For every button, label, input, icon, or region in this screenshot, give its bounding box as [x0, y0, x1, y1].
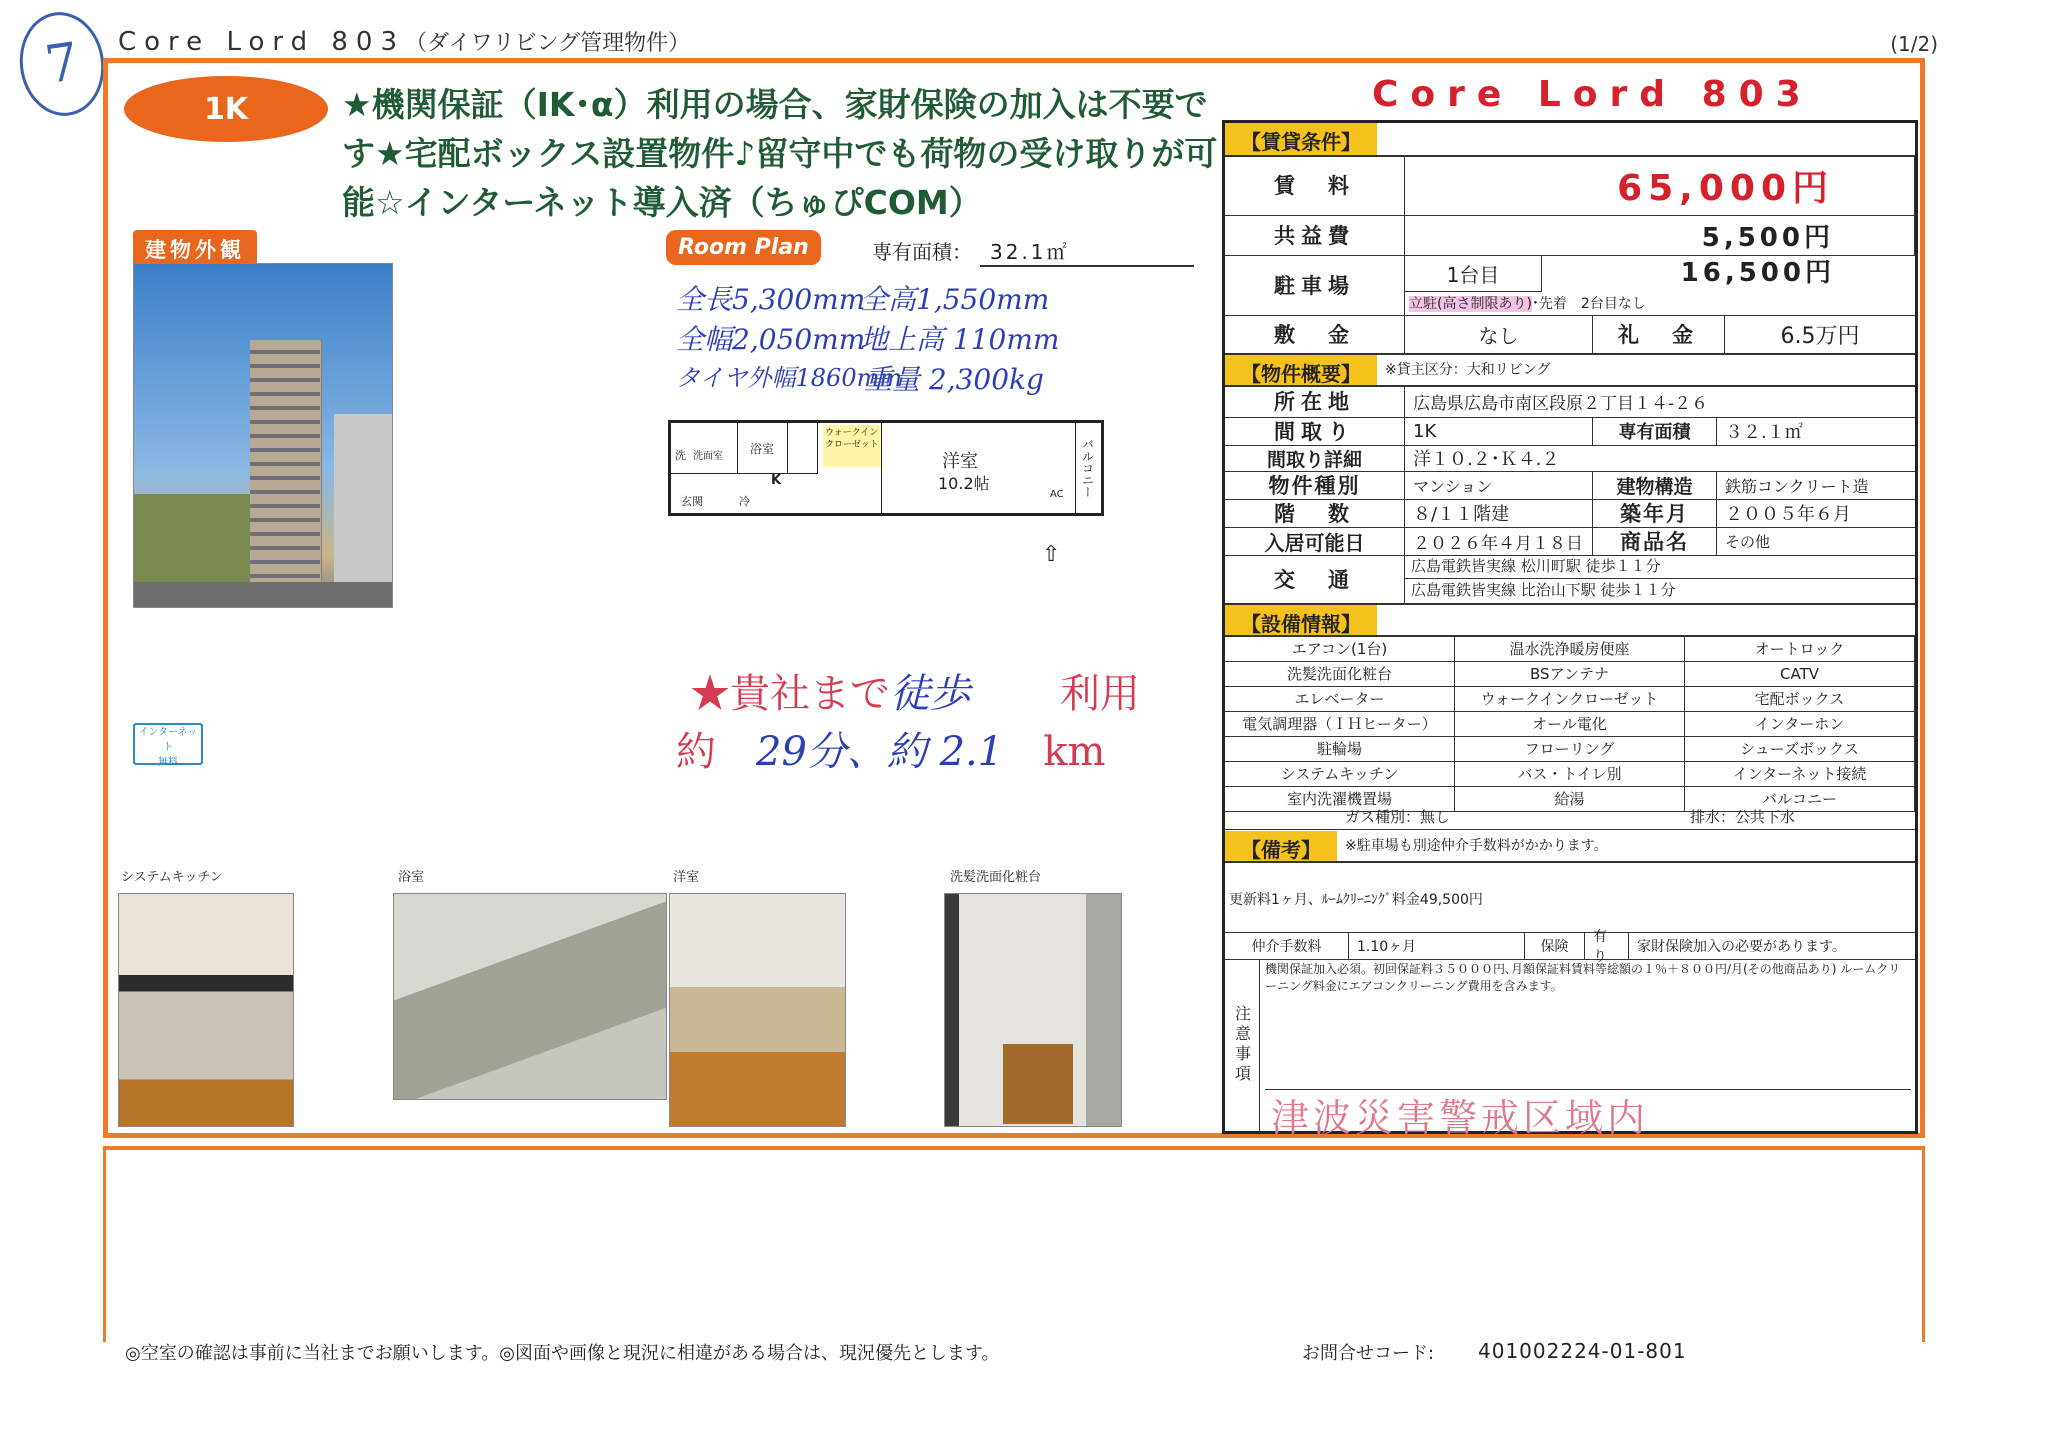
layout-row: [1225, 417, 1915, 446]
equipment-item: エレベーター: [1225, 687, 1455, 712]
address-row: [1225, 385, 1915, 418]
parking-note: [1409, 293, 1646, 313]
equipment-item: BSアンテナ: [1455, 662, 1685, 687]
rent-section-label: 【賃貸条件】: [1225, 123, 1377, 155]
deposit-value: なし: [1405, 315, 1593, 353]
traffic-label: 交 通: [1225, 555, 1405, 603]
header-title: [118, 26, 690, 57]
rent-value: 65,000円: [1405, 155, 1915, 215]
road: [134, 582, 392, 608]
address-value: 広島県広島市南区段原２丁目１４-２６: [1413, 393, 1709, 414]
catch-line: 能☆インターネット導入済（ちゅぴCOM）: [342, 183, 982, 222]
layout-label: 間取り: [1225, 417, 1405, 445]
traffic-line: 広島電鉄皆実線 松川町駅 徒歩１１分: [1405, 555, 1915, 579]
catch-copy: [342, 80, 1222, 227]
floorplan-room-label: 洋室: [942, 451, 978, 472]
overview-section-label: 【物件概要】: [1225, 355, 1377, 385]
layout-detail-label: 間取り詳細: [1225, 445, 1405, 471]
equipment-item: 温水洗浄暖房便座: [1455, 637, 1685, 662]
renewal-row: 更新料1ヶ月、ﾙｰﾑｸﾘｰﾆﾝｸﾞ料金49,500円: [1225, 863, 1915, 933]
equipment-item: エアコン(1台): [1225, 637, 1455, 662]
rent-section-row: [1225, 123, 1915, 157]
equipment-section-row: [1225, 605, 1915, 637]
traffic-line: 広島電鉄皆実線 比治山下駅 徒歩１１分: [1411, 581, 1676, 599]
floor-row: [1225, 499, 1915, 528]
spec-ground-clearance: 地上高 110mm: [860, 323, 1060, 356]
type-row: [1225, 471, 1915, 500]
building-windows: [250, 340, 320, 582]
photo-kitchen: [118, 893, 294, 1127]
equipment-grid: [1225, 637, 1915, 812]
overview-note: ※貸主区分：大和リビング: [1385, 362, 1551, 378]
walk-note-line2: [676, 720, 1105, 777]
equipment-item: インターホン: [1685, 712, 1915, 737]
equipment-item: システムキッチン: [1225, 762, 1455, 787]
vanity-cabinet: [1003, 1044, 1073, 1124]
floorplan-closet: ウォークインクローゼット: [823, 425, 881, 467]
spec-weight: 重量 2,300kg: [864, 363, 1044, 396]
walk-hand: 徒歩: [890, 671, 970, 717]
spec-tire-width: タイヤ外幅1860mm: [676, 364, 903, 392]
header-title-text: Core Lord 803: [118, 27, 406, 57]
photo-bath: [393, 893, 667, 1100]
common-fee-label: 共益費: [1225, 215, 1405, 255]
catch-line: す★宅配ボックス設置物件♪留守中でも荷物の受け取りが可: [342, 134, 1218, 173]
internet-badge-line: 無料: [158, 757, 178, 768]
photo-western-room: [669, 893, 846, 1127]
exterior-label: 建物外観: [133, 230, 257, 268]
floorplan-kitchen: K: [770, 473, 782, 488]
built-label: 築年月: [1593, 499, 1717, 527]
walk-suffix: 利用: [1060, 671, 1140, 717]
insurance-value: 有り: [1585, 933, 1629, 959]
equipment-item: フローリング: [1455, 737, 1685, 762]
floorplan-room-size: 10.2帖: [938, 474, 990, 493]
product-label: 商品名: [1593, 527, 1717, 555]
inquiry-code: 401002224-01-801: [1478, 1339, 1687, 1363]
catch-line: ★機関保証（IK･α）利用の場合、家財保険の加入は不要で: [342, 85, 1208, 124]
area-label-right: 専有面積: [1593, 417, 1717, 445]
north-arrow-icon: ⇧: [1042, 542, 1061, 567]
floorplan-washroom-label: 洗面室: [693, 451, 723, 462]
insurance-label: 保険: [1525, 933, 1585, 959]
structure-label: 建物構造: [1593, 471, 1717, 499]
inquiry-code-label: お問合せコード:: [1302, 1343, 1435, 1364]
header-subtitle: （ダイワリビング管理物件）: [405, 31, 691, 56]
deposit-label: 敷 金: [1225, 315, 1405, 353]
parking-row: [1225, 255, 1915, 316]
rent-label: 賃 料: [1225, 155, 1405, 215]
brokerage-value: 1.10ヶ月: [1349, 933, 1525, 959]
parking-count: 1台目: [1405, 255, 1542, 292]
tsunami-warning-stamp: 津波災害警戒区域内: [1271, 1096, 1650, 1140]
equipment-item: オートロック: [1685, 637, 1915, 662]
common-fee-row: [1225, 215, 1915, 256]
spec-height: 全高1,550mm: [860, 283, 1050, 316]
area-label: 専有面積：: [872, 240, 972, 264]
brokerage-row: [1225, 929, 1915, 965]
floor-value: ８/１１階建: [1405, 499, 1593, 527]
remarks-note: ※駐車場も別途仲介手数料がかかります。: [1345, 838, 1608, 854]
spec-length: 全長5,300mm: [676, 283, 866, 316]
footer-note: ◎空室の確認は事前に当社までお願いします。◎図面や画像と現況に相違がある場合は、現況優先とします。: [125, 1343, 1000, 1364]
caution-label: 注意事項: [1225, 959, 1260, 1131]
deposit-row: [1225, 315, 1915, 355]
parking-label: 駐車場: [1225, 255, 1405, 315]
floorplan-entry: 玄関: [681, 495, 703, 508]
property-title: Core Lord 803: [1372, 74, 1813, 115]
floorplan-toilet: [787, 423, 818, 474]
overview-section-row: [1225, 355, 1915, 387]
floorplan-ac: AC: [1050, 489, 1064, 500]
floorplan-wash-label: 洗: [675, 449, 686, 462]
parking-values: [1405, 255, 1915, 315]
move-in-value: ２０２６年４月１８日: [1405, 527, 1593, 555]
parking-note-text: ･先着 2台目なし: [1531, 296, 1646, 312]
equipment-item: 室内洗濯機置場: [1225, 787, 1455, 812]
equipment-item: 宅配ボックス: [1685, 687, 1915, 712]
exterior-photo: [133, 263, 393, 608]
remarks-section-label: 【備考】: [1225, 831, 1337, 861]
rent-row: [1225, 155, 1915, 216]
circled-number: 7: [13, 7, 111, 122]
move-in-row: [1225, 527, 1915, 556]
key-money-label: 礼 金: [1593, 315, 1725, 353]
type-label: 物件種別: [1225, 471, 1405, 499]
conditions-table: [1222, 120, 1918, 1140]
address-label: 所在地: [1225, 385, 1405, 417]
parking-note-highlight: 立駐(高さ制限あり): [1409, 296, 1532, 312]
side-building: [334, 414, 392, 582]
page-indicator: (1/2): [1890, 32, 1938, 56]
internet-free-badge: [133, 723, 203, 768]
type-value: マンション: [1405, 471, 1593, 499]
layout-value: 1K: [1405, 417, 1593, 445]
traffic-values: [1405, 555, 1915, 603]
floorplan-fridge: 冷: [739, 495, 750, 508]
spec-width: 全幅2,050mm: [676, 323, 866, 356]
walk2-hand: 29分、約 2.1: [756, 729, 1004, 775]
remarks-section-row: [1225, 831, 1915, 863]
product-value: その他: [1725, 532, 1771, 551]
built-value: ２００５年６月: [1725, 504, 1851, 525]
trees: [134, 494, 250, 582]
photo-caption: システムキッチン: [121, 870, 223, 885]
photo-caption: 洋室: [673, 870, 700, 885]
common-fee-value: 5,500円: [1405, 215, 1915, 255]
traffic-row: [1225, 555, 1915, 605]
move-in-label: 入居可能日: [1225, 527, 1405, 555]
floor-label: 階 数: [1225, 499, 1405, 527]
gas-drain-row: [1225, 805, 1915, 830]
photo-caption: 浴室: [398, 870, 425, 885]
equipment-item: バス・トイレ別: [1455, 762, 1685, 787]
equipment-item: 電気調理器（ＩＨヒーター）: [1225, 712, 1455, 737]
equipment-item: 洗髪洗面化粧台: [1225, 662, 1455, 687]
equipment-item: オール電化: [1455, 712, 1685, 737]
area-value-right: ３２.１㎡: [1725, 422, 1803, 443]
walk-note-line1: [690, 662, 1140, 719]
equipment-item: シューズボックス: [1685, 737, 1915, 762]
equipment-item: CATV: [1685, 662, 1915, 687]
equipment-item: バルコニー: [1685, 787, 1915, 812]
layout-badge: 1K: [124, 76, 328, 142]
equipment-item: 駐輪場: [1225, 737, 1455, 762]
structure-value: 鉄筋コンクリート造: [1725, 476, 1869, 496]
key-money-value: 6.5万円: [1780, 323, 1860, 349]
floorplan-bath: 浴室: [737, 423, 788, 474]
floorplan-balcony: バルコニー: [1075, 423, 1100, 513]
parking-value: 16,500円: [1680, 258, 1835, 288]
caution-text: 機関保証加入必須。初回保証料３５０００円､月額保証料賃料等総額の１％＋８００円/月(その他商品あり) ルームクリーニング料金にエアコンクリーニング費用を含みます。: [1265, 962, 1901, 993]
internet-badge-line: インターネット: [138, 727, 198, 753]
area-value: 32.1㎡: [980, 236, 1194, 267]
walk-prefix: ★貴社まで: [690, 671, 890, 717]
blank-frame: [103, 1146, 1925, 1342]
drain-type: 排水：公共下水: [1689, 808, 1795, 826]
layout-detail-value: 洋１０.２･Ｋ４.２: [1413, 449, 1560, 470]
photo-vanity: [944, 893, 1122, 1127]
floor-plan: [668, 420, 1104, 516]
brokerage-label: 仲介手数料: [1225, 933, 1349, 959]
equipment-section-label: 【設備情報】: [1225, 605, 1377, 635]
layout-detail-row: [1225, 445, 1915, 472]
walk2-suffix: km: [1043, 729, 1106, 775]
room-plan-label: Room Plan: [666, 230, 821, 265]
floorplan-washroom: [671, 423, 738, 474]
photo-caption: 洗髪洗面化粧台: [950, 870, 1042, 885]
equipment-item: 給湯: [1455, 787, 1685, 812]
equipment-item: ウォークインクローゼット: [1455, 687, 1685, 712]
equipment-item: インターネット接続: [1685, 762, 1915, 787]
walk2-prefix: 約: [676, 729, 716, 775]
floorplan-western-room: [881, 423, 1068, 513]
insurance-note: 家財保険加入の必要があります。: [1637, 939, 1846, 955]
gas-type: ガス種別：無し: [1344, 808, 1450, 826]
